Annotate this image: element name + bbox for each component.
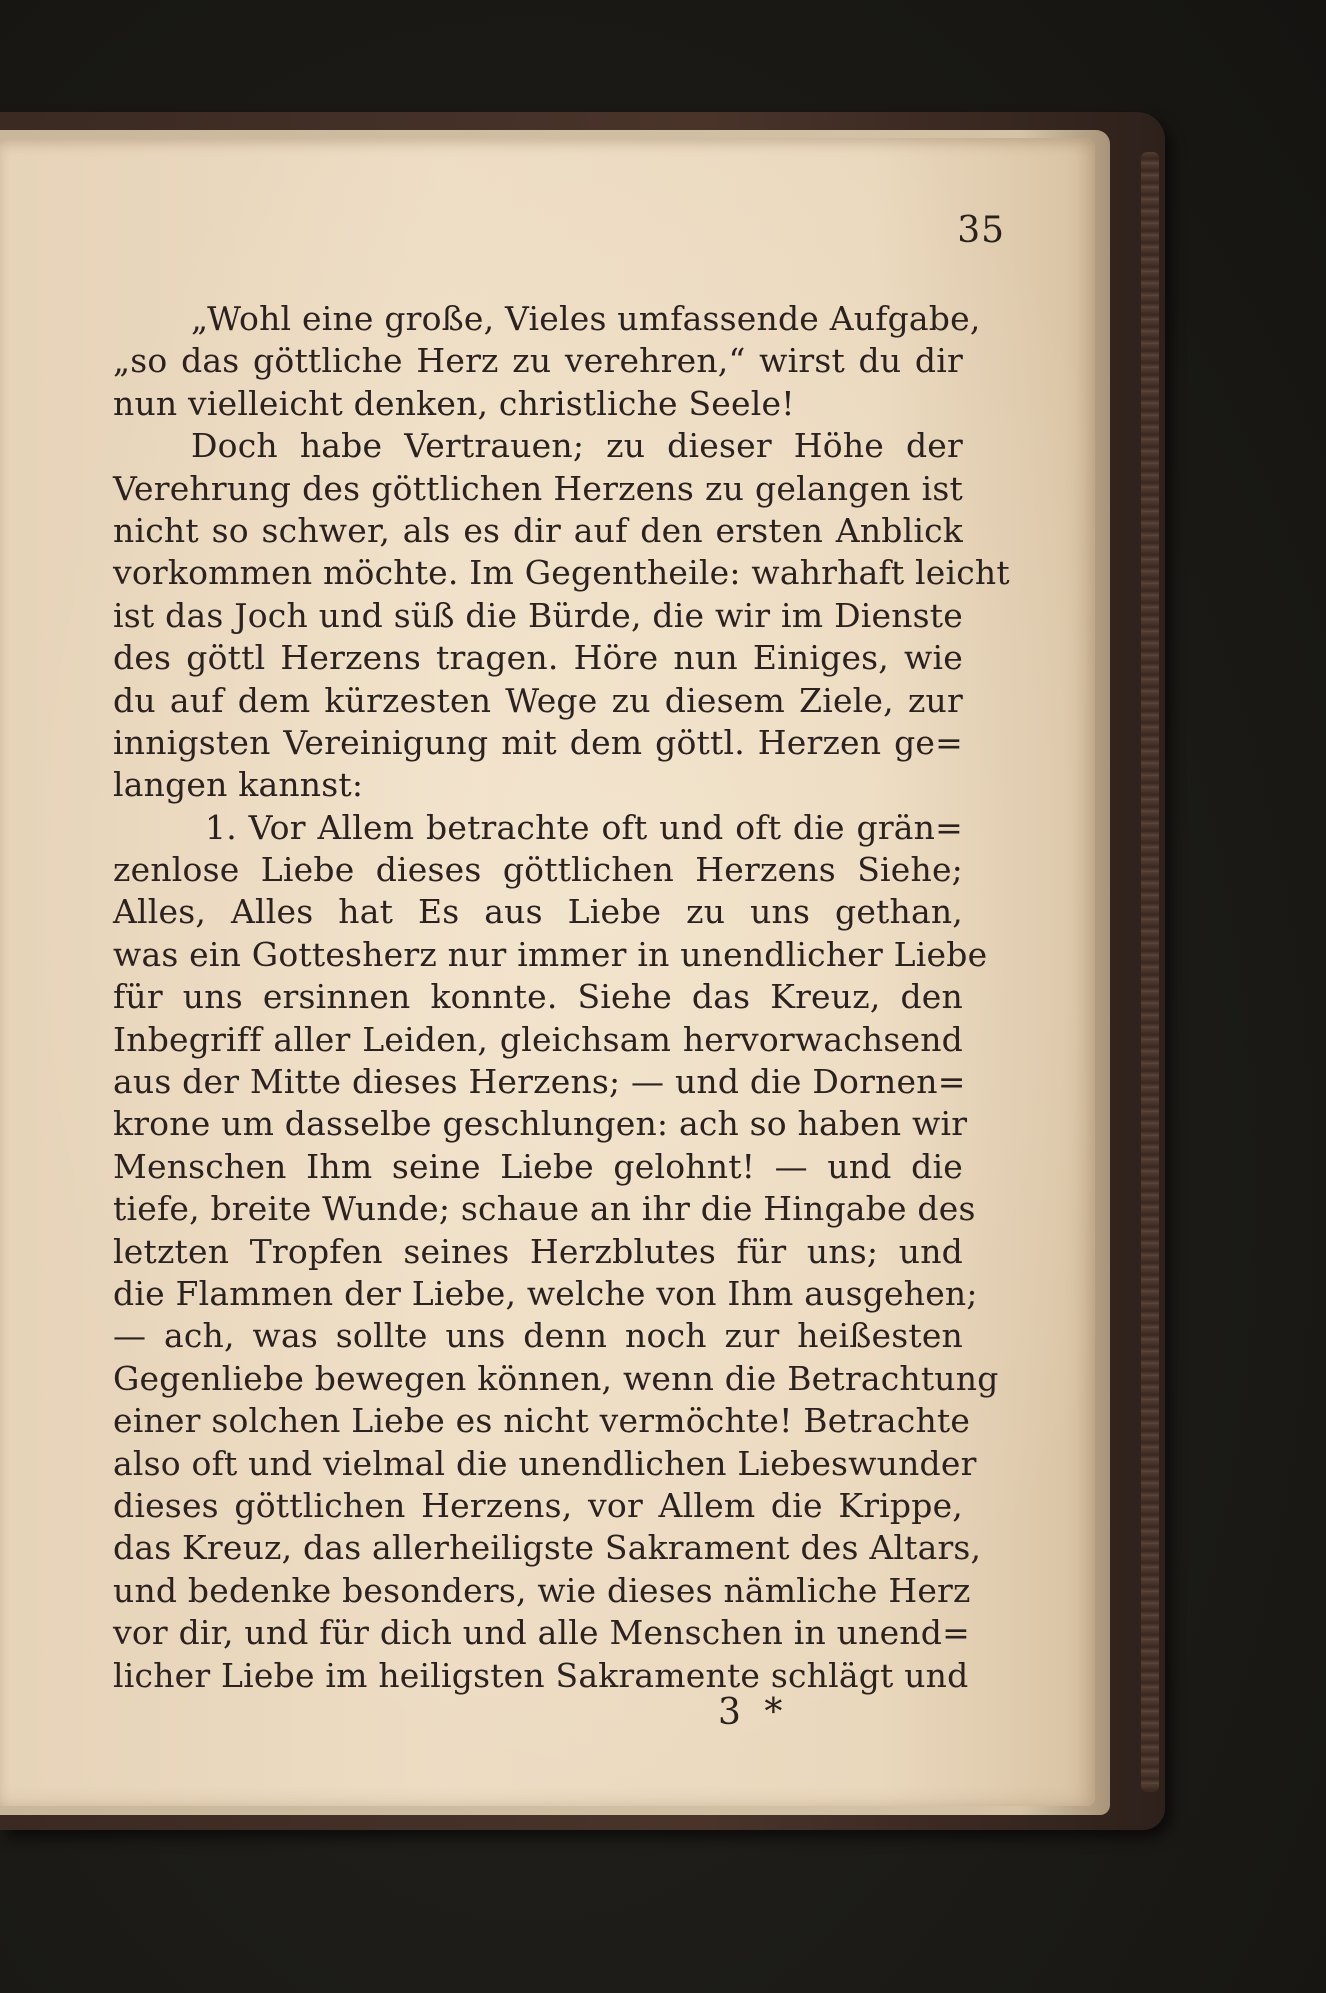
signature-mark: 3 * <box>718 1692 789 1733</box>
text-line: nun vielleicht denken, christliche Seele! <box>113 383 795 423</box>
text-line: dieses göttlichen Herzens, vor Allem die Krippe, <box>113 1485 963 1525</box>
book-page <box>0 138 1095 1806</box>
text-line: für uns ersinnen konnte. Siehe das Kreuz, den <box>113 977 963 1017</box>
text-line: vorkommen möchte. Im Gegentheile: wahrhaft leicht <box>113 553 1010 593</box>
text-line: Alles, Alles hat Es aus Liebe zu uns gethan, <box>113 892 963 932</box>
text-line: aus der Mitte dieses Herzens; — und die Dornen= <box>113 1062 966 1102</box>
text-line: des göttl Herzens tragen. Höre nun Einiges, wie <box>113 638 963 678</box>
text-line: „Wohl eine große, Vieles umfassende Aufgabe, <box>191 299 981 338</box>
text-line: krone um dasselbe geschlungen: ach so haben wir <box>113 1104 968 1144</box>
text-line: zenlose Liebe dieses göttlichen Herzens Siehe; <box>113 850 963 890</box>
text-line: — ach, was sollte uns denn noch zur heißesten <box>113 1316 963 1356</box>
text-line: Doch habe Vertrauen; zu dieser Höhe der <box>191 426 963 466</box>
page-number: 35 <box>957 210 1005 251</box>
text-line: vor dir, und für dich und alle Menschen in unend= <box>113 1613 970 1653</box>
text-line: also oft und vielmal die unendlichen Liebeswunder <box>113 1443 977 1483</box>
text-line: „so das göttliche Herz zu verehren,“ wirst du dir <box>113 341 963 381</box>
text-line: das Kreuz, das allerheiligste Sakrament des Altars, <box>113 1528 982 1568</box>
cover-edge <box>1141 152 1159 1792</box>
text-line: Menschen Ihm seine Liebe gelohnt! — und die <box>113 1146 963 1186</box>
text-line: Gegenliebe bewegen können, wenn die Betrachtung <box>113 1358 999 1398</box>
body-text <box>113 298 1010 1697</box>
text-line: tiefe, breite Wunde; schaue an ihr die Hingabe des <box>113 1189 976 1229</box>
text-line: einer solchen Liebe es nicht vermöchte! Betrachte <box>113 1401 971 1441</box>
text-line: Verehrung des göttlichen Herzens zu gelangen ist <box>113 468 963 508</box>
text-line: ist das Joch und süß die Bürde, die wir im Dienste <box>113 595 963 635</box>
text-line: die Flammen der Liebe, welche von Ihm ausgehen; <box>113 1273 978 1313</box>
text-line: letzten Tropfen seines Herzblutes für uns; und <box>113 1231 963 1271</box>
text-line: licher Liebe im heiligsten Sakramente schlägt und <box>113 1655 969 1695</box>
text-line: langen kannst: <box>113 765 364 805</box>
text-line: nicht so schwer, als es dir auf den ersten Anblick <box>113 510 963 550</box>
text-line: 1. Vor Allem betrachte oft und oft die grän= <box>205 807 963 847</box>
text-line: Inbegriff aller Leiden, gleichsam hervorwachsend <box>113 1019 963 1059</box>
text-line: du auf dem kürzesten Wege zu diesem Ziele, zur <box>113 680 963 720</box>
text-line: was ein Gottesherz nur immer in unendlicher Liebe <box>113 934 988 974</box>
text-line: und bedenke besonders, wie dieses nämliche Herz <box>113 1570 971 1610</box>
text-line: innigsten Vereinigung mit dem göttl. Herzen ge= <box>113 722 963 762</box>
